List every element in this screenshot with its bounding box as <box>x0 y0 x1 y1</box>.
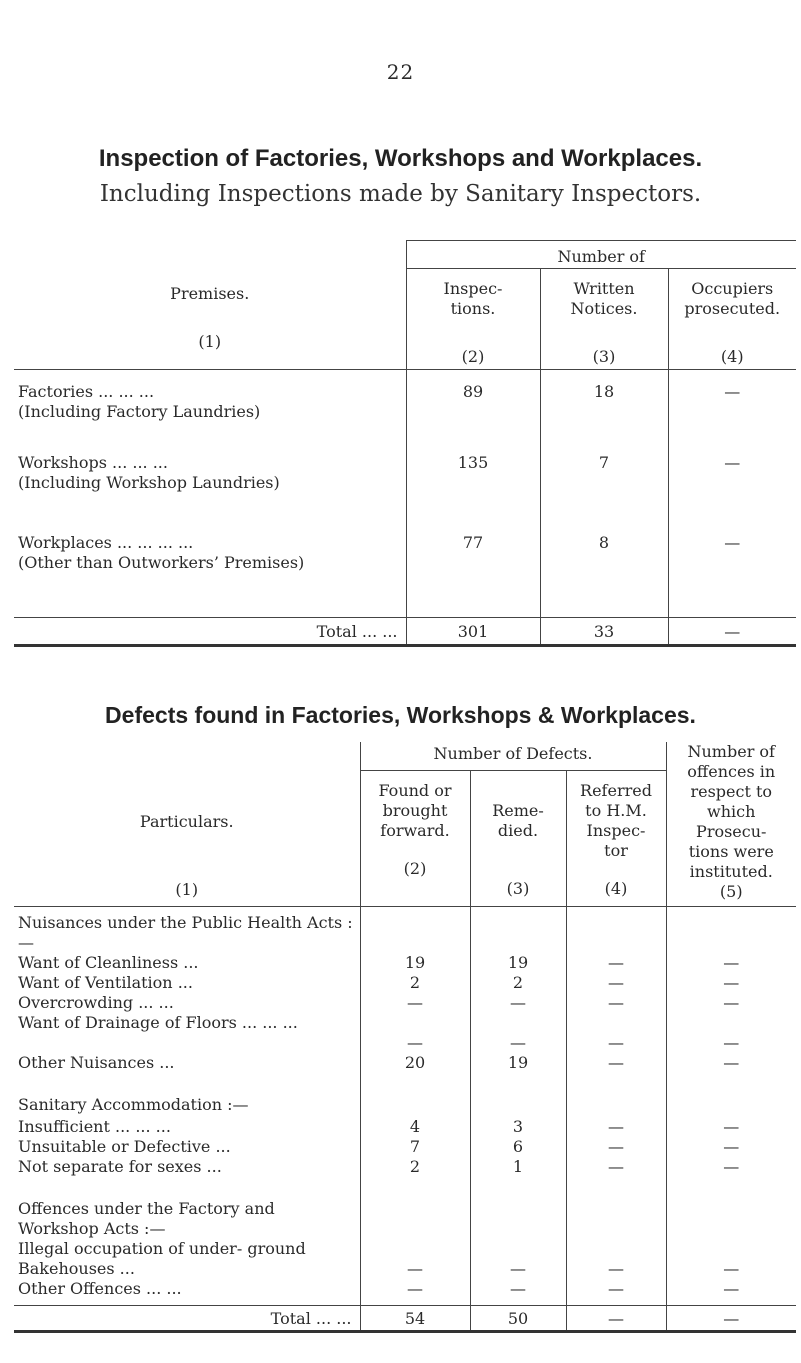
row-label: Want of Cleanliness ... <box>14 953 360 973</box>
total-remedied: 50 <box>470 1305 566 1331</box>
premises-col-num: (1) <box>198 331 222 351</box>
table-row <box>14 1137 796 1157</box>
row-label: Overcrowding ... ... <box>14 993 360 1013</box>
notices-header: Written Notices. <box>570 279 638 318</box>
referred-col-num: (4) <box>604 878 628 898</box>
defects-table <box>14 742 796 1333</box>
referred-cell: — <box>566 953 666 973</box>
found-cell: 19 <box>360 953 470 973</box>
inspections-col-num: (2) <box>461 347 485 366</box>
found-header: Found or brought forward. <box>378 780 452 840</box>
row-label: Other Nuisances ... <box>14 1053 360 1073</box>
referred-cell: — <box>566 1053 666 1073</box>
inspections-header: Inspec- tions. <box>443 279 503 318</box>
table-row <box>14 993 796 1013</box>
row-sublabel: (Other than Outworkers’ Premises) <box>18 553 305 572</box>
group-heading: Sanitary Accommodation :— <box>14 1073 360 1117</box>
remedied-cell: — <box>470 1279 566 1305</box>
table-row <box>14 1279 796 1305</box>
page-number: 22 <box>386 60 415 84</box>
prosecuted-cell: — <box>724 453 741 472</box>
total-label: Total ... ... <box>14 617 406 645</box>
row-label: Factories ... ... ... <box>18 381 155 401</box>
referred-cell: — <box>566 993 666 1013</box>
offences-cell: — <box>723 1279 740 1298</box>
referred-cell: — <box>566 1117 666 1137</box>
prosecuted-cell: — <box>724 381 741 401</box>
inspections-cell: 89 <box>406 369 540 453</box>
offences-cell: — <box>723 953 740 972</box>
found-col-num: (2) <box>403 858 427 878</box>
offences-cell: — <box>723 993 740 1012</box>
row-label: Other Offences ... ... <box>14 1279 360 1305</box>
offences-cell: — <box>723 973 740 992</box>
table-row <box>14 453 796 533</box>
section2-title: Defects found in Factories, Workshops & Workplaces. <box>105 702 696 728</box>
total-prosecuted: — <box>668 617 796 645</box>
offences-header: Number of offences in respect to which Prosecu- tions were instituted. <box>687 742 776 881</box>
total-notices: 33 <box>540 617 668 645</box>
remedied-cell: 19 <box>470 1053 566 1073</box>
found-cell: 7 <box>360 1137 470 1157</box>
inspections-table <box>14 240 796 647</box>
row-label: Workplaces ... ... ... ... <box>18 533 194 552</box>
notices-cell: 18 <box>540 369 668 453</box>
found-cell: — <box>360 1239 470 1279</box>
particulars-header: Particulars. <box>139 812 234 831</box>
row-label: Want of Drainage of Floors ... ... ... <box>14 1013 360 1053</box>
inspections-cell: 77 <box>406 533 540 617</box>
table-row <box>14 1157 796 1177</box>
remedied-cell: — <box>470 993 566 1013</box>
notices-cell: 7 <box>540 453 668 533</box>
table-row <box>14 973 796 993</box>
inspections-cell: 135 <box>406 453 540 533</box>
found-cell: 4 <box>360 1117 470 1137</box>
total-label: Total ... ... <box>14 1305 360 1331</box>
found-cell: 20 <box>360 1053 470 1073</box>
referred-cell: — <box>566 1279 666 1305</box>
prosecuted-header: Occupiers prosecuted. <box>684 279 781 318</box>
remedied-header: Reme- died. <box>492 800 544 840</box>
remedied-cell: — <box>470 1239 566 1279</box>
particulars-col-num: (1) <box>175 880 199 899</box>
notices-cell: 8 <box>540 533 668 617</box>
defects-group-header: Number of Defects. <box>360 742 666 770</box>
found-cell: — <box>360 1279 470 1305</box>
table-row <box>14 533 796 617</box>
row-label: Workshops ... ... ... <box>18 453 168 472</box>
remedied-cell: 3 <box>470 1117 566 1137</box>
referred-cell: — <box>566 1013 666 1053</box>
referred-cell: — <box>566 1137 666 1157</box>
referred-cell: — <box>566 973 666 993</box>
offences-cell: — <box>723 1137 740 1156</box>
notices-col-num: (3) <box>592 347 616 366</box>
remedied-cell: 1 <box>470 1157 566 1177</box>
table-row <box>14 1239 796 1279</box>
remedied-cell: — <box>470 1013 566 1053</box>
total-found: 54 <box>360 1305 470 1331</box>
remedied-cell: 6 <box>470 1137 566 1157</box>
offences-col-num: (5) <box>719 882 743 901</box>
group-heading: Offences under the Factory and Workshop Acts :— <box>14 1177 360 1239</box>
found-cell: 2 <box>360 1157 470 1177</box>
row-label: Insufficient ... ... ... <box>14 1117 360 1137</box>
remedied-cell: 2 <box>470 973 566 993</box>
total-row <box>14 1305 796 1331</box>
total-inspections: 301 <box>406 617 540 645</box>
found-cell: — <box>360 1013 470 1053</box>
offences-cell: — <box>723 1117 740 1136</box>
offences-cell: — <box>723 1157 740 1176</box>
found-cell: 2 <box>360 973 470 993</box>
remedied-col-num: (3) <box>506 878 530 898</box>
row-label: Want of Ventilation ... <box>14 973 360 993</box>
section1-title: Inspection of Factories, Workshops and Workplaces. <box>98 145 703 172</box>
row-label: Not separate for sexes ... <box>14 1157 360 1177</box>
referred-cell: — <box>566 1157 666 1177</box>
prosecuted-col-num: (4) <box>720 347 744 366</box>
offences-cell: — <box>723 1053 740 1072</box>
row-sublabel: (Including Factory Laundries) <box>18 401 261 421</box>
table-row <box>14 1053 796 1073</box>
premises-header: Premises. <box>170 283 250 303</box>
table-row <box>14 953 796 973</box>
section1-subtitle: Including Inspections made by Sanitary Inspectors. <box>99 181 702 207</box>
prosecuted-cell: — <box>724 533 741 552</box>
found-cell: — <box>360 993 470 1013</box>
row-label: Illegal occupation of under- ground Bakehouses ... <box>14 1239 360 1279</box>
total-referred: — <box>566 1305 666 1331</box>
table-row <box>14 1013 796 1053</box>
table-row <box>14 369 796 453</box>
row-sublabel: (Including Workshop Laundries) <box>18 473 280 492</box>
total-offences: — <box>666 1305 796 1331</box>
group-heading: Nuisances under the Public Health Acts :— <box>14 907 360 954</box>
offences-cell: — <box>723 1033 740 1052</box>
number-of-group-header: Number of <box>406 241 796 269</box>
total-row <box>14 617 796 645</box>
offences-cell: — <box>723 1259 740 1278</box>
table-row <box>14 1117 796 1137</box>
referred-cell: — <box>566 1239 666 1279</box>
row-label: Unsuitable or Defective ... <box>14 1137 360 1157</box>
referred-header: Referred to H.M. Inspec- tor <box>580 780 652 860</box>
remedied-cell: 19 <box>470 953 566 973</box>
